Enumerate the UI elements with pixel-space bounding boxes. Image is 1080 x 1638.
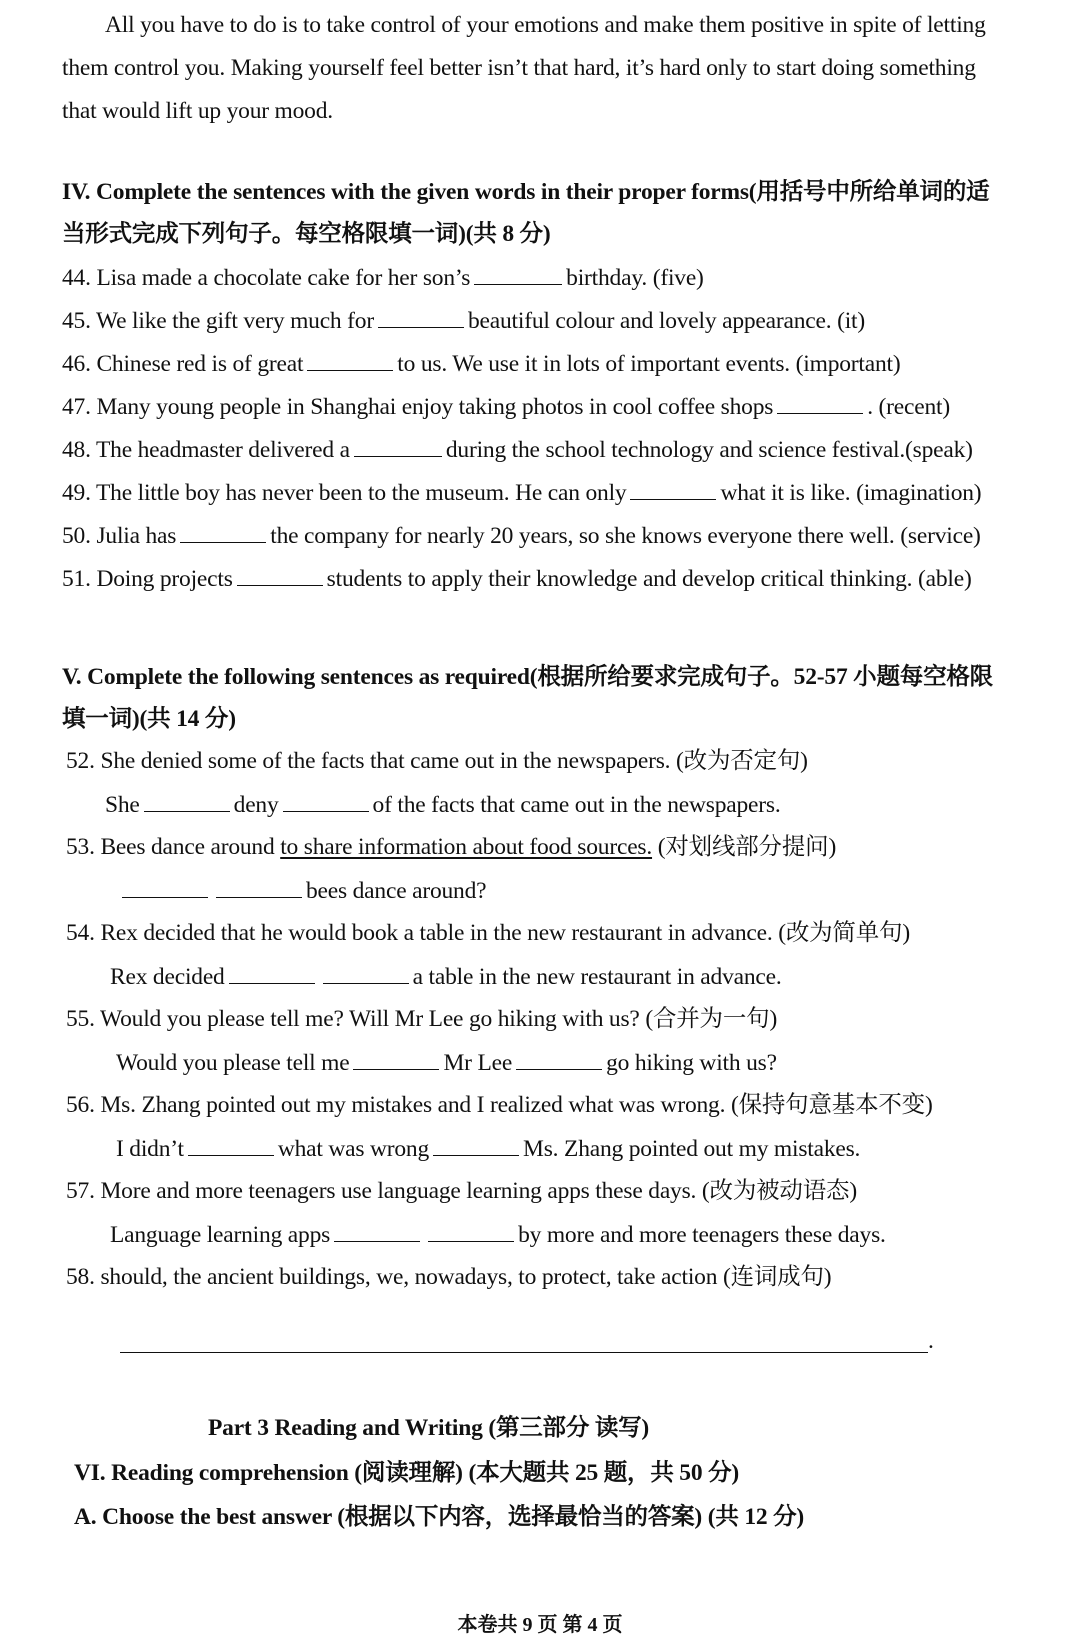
answer-57-text-1: Language learning apps [110,1222,331,1248]
question-48 [62,434,973,465]
answer-52 [105,789,781,820]
answer-blank-44[interactable] [474,262,562,285]
section-a-heading: A. Choose the best answer (根据以下内容，选择最恰当的答案) (共 12 分) [74,1504,805,1530]
answer-56-text-3: Ms. Zhang pointed out my mistakes. [523,1136,861,1162]
answer-line-58[interactable] [120,1352,928,1353]
question-47-text-a: 47. Many young people in Shanghai enjoy taking photos in cool coffee shops [62,394,774,420]
answer-54 [110,961,782,992]
section-5-heading-line-2: 填一词)(共 14 分) [62,706,236,732]
section-4-heading-line-2: 当形式完成下列句子。每空格限填一词)(共 8 分) [62,221,551,247]
question-44 [62,262,704,293]
answer-54-text-1: Rex decided [110,964,225,990]
question-45 [62,305,865,336]
answer-blank-56-2[interactable] [433,1133,519,1156]
answer-57 [110,1219,886,1250]
answer-blank-55-1[interactable] [353,1047,439,1070]
answer-blank-51[interactable] [237,563,323,586]
passage-line-3: that would lift up your mood. [62,98,333,124]
question-50-text-a: 50. Julia has [62,523,177,549]
question-50 [62,520,981,551]
question-47-text-b: . (recent) [867,394,951,420]
question-53-underlined: to share information about food sources. [280,834,653,860]
page-footer: 本卷共 9 页 第 4 页 [457,1614,623,1636]
question-56: 56. Ms. Zhang pointed out my mistakes and I realized what was wrong. (保持句意基本不变) [66,1092,933,1118]
question-44-text-b: birthday. (five) [566,265,704,291]
answer-blank-56-1[interactable] [188,1133,274,1156]
passage-line-2: them control you. Making yourself feel better isn’t that hard, it’s hard only to start doing something [62,55,976,81]
answer-55-text-2: Mr Lee [443,1050,513,1076]
answer-55-text-3: go hiking with us? [606,1050,777,1076]
question-47 [62,391,950,422]
section-6-heading: VI. Reading comprehension (阅读理解) (本大题共 25 题，共 50 分) [74,1460,739,1486]
question-44-text-a: 44. Lisa made a chocolate cake for her son’s [62,265,471,291]
question-51-text-a: 51. Doing projects [62,566,233,592]
question-46-text-a: 46. Chinese red is of great [62,351,304,377]
question-49 [62,477,981,508]
answer-blank-55-2[interactable] [516,1047,602,1070]
answer-56-text-2: what was wrong [277,1136,430,1162]
answer-53-text: bees dance around? [306,878,487,904]
question-45-text-a: 45. We like the gift very much for [62,308,374,334]
answer-blank-57-1[interactable] [334,1219,420,1242]
question-49-text-b: what it is like. (imagination) [720,480,982,506]
question-45-text-b: beautiful colour and lovely appearance. (it) [467,308,866,334]
answer-54-text-2: a table in the new restaurant in advance. [412,964,782,990]
answer-blank-45[interactable] [378,305,464,328]
answer-blank-54-1[interactable] [229,961,315,984]
answer-52-text-3: of the facts that came out in the newspapers. [372,792,781,818]
passage-line-1: All you have to do is to take control of your emotions and make them positive in spite of letting [105,12,986,38]
answer-52-text-1: She [105,792,140,818]
answer-blank-48[interactable] [354,434,442,457]
answer-56 [116,1133,860,1164]
answer-58-period: . [928,1328,934,1354]
answer-blank-46[interactable] [307,348,393,371]
section-4-heading-line-1: IV. Complete the sentences with the given words in their proper forms(用括号中所给单词的适 [62,179,990,205]
question-58: 58. should, the ancient buildings, we, nowadays, to protect, take action (连词成句) [66,1264,832,1290]
question-53-text-post: (对划线部分提问) [657,834,837,860]
question-53-text-pre: 53. Bees dance around [66,834,275,860]
question-51 [62,563,972,594]
question-57: 57. More and more teenagers use language learning apps these days. (改为被动语态) [66,1178,857,1204]
answer-57-text-2: by more and more teenagers these days. [518,1222,886,1248]
question-54: 54. Rex decided that he would book a table in the new restaurant in advance. (改为简单句) [66,920,910,946]
question-46-text-b: to us. We use it in lots of important events. (important) [397,351,901,377]
answer-56-text-1: I didn’t [116,1136,184,1162]
answer-blank-53-2[interactable] [216,875,302,898]
question-55: 55. Would you please tell me? Will Mr Lee go hiking with us? (合并为一句) [66,1006,778,1032]
answer-blank-50[interactable] [180,520,266,543]
question-52: 52. She denied some of the facts that came out in the newspapers. (改为否定句) [66,748,808,774]
question-50-text-b: the company for nearly 20 years, so she knows everyone there well. (service) [270,523,981,549]
question-48-text-b: during the school technology and science festival.(speak) [445,437,973,463]
question-53 [66,832,836,862]
answer-blank-52-1[interactable] [144,789,230,812]
answer-blank-53-1[interactable] [122,875,208,898]
answer-blank-57-2[interactable] [428,1219,514,1242]
question-49-text-a: 49. The little boy has never been to the museum. He can only [62,480,627,506]
answer-53 [118,875,486,906]
part-3-title: Part 3 Reading and Writing (第三部分 读写) [208,1415,650,1441]
question-48-text-a: 48. The headmaster delivered a [62,437,350,463]
section-5-heading-line-1: V. Complete the following sentences as required(根据所给要求完成句子。52-57 小题每空格限 [62,664,993,690]
answer-blank-47[interactable] [777,391,863,414]
question-46 [62,348,900,379]
answer-55 [116,1047,777,1078]
answer-blank-52-2[interactable] [283,789,369,812]
answer-blank-54-2[interactable] [323,961,409,984]
answer-52-text-2: deny [233,792,279,818]
question-51-text-b: students to apply their knowledge and develop critical thinking. (able) [326,566,972,592]
answer-blank-49[interactable] [630,477,716,500]
answer-55-text-1: Would you please tell me [116,1050,350,1076]
